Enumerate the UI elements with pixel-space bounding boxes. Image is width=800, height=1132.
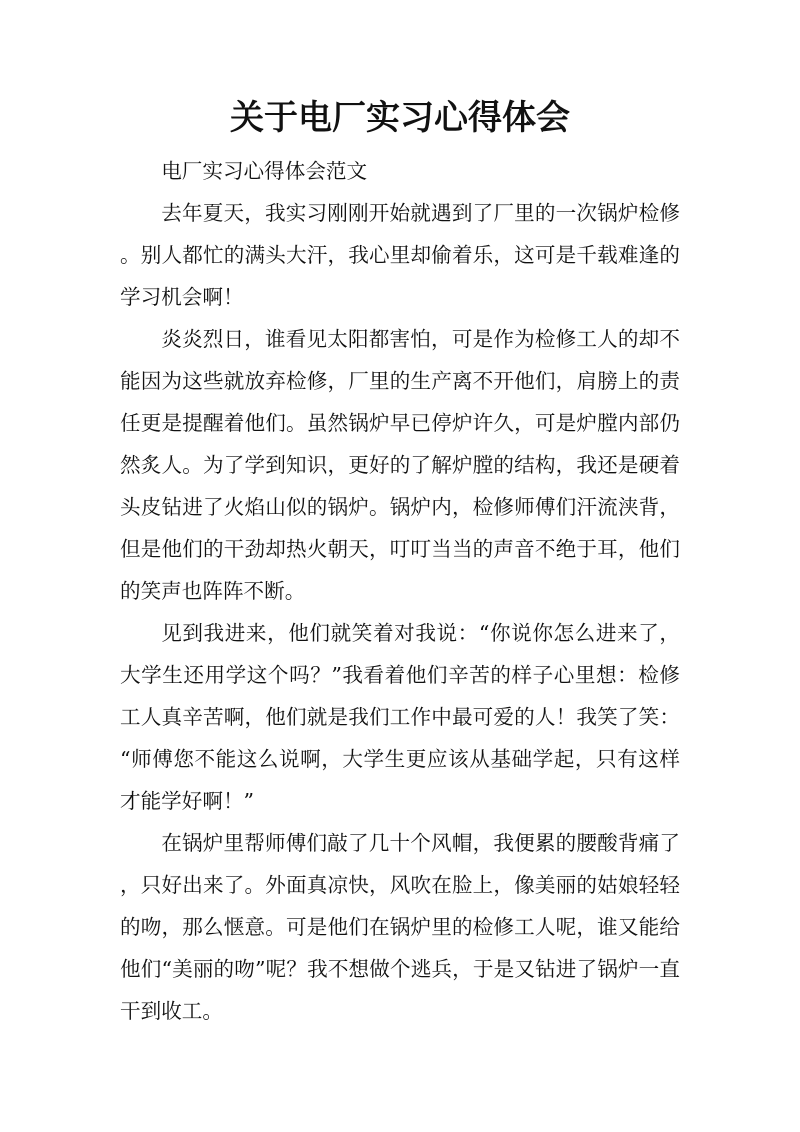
- paragraph: 在锅炉里帮师傅们敲了几十个风帽，我便累的腰酸背痛了，只好出来了。外面真凉快，风吹在脸上，像美丽的姑娘轻轻的吻，那么惬意。可是他们在锅炉里的检修工人呢，谁又能给他们“美丽的吻”呢？我不想做个逃兵，于是又钻进了锅炉一直干到收工。: [120, 831, 680, 1023]
- paragraph: 炎炎烈日，谁看见太阳都害怕，可是作为检修工人的却不能因为这些就放弃检修，厂里的生产离不开他们，肩膀上的责任更是提醒着他们。虽然锅炉早已停炉许久，可是炉膛内部仍然炙人。为了学到知识，更好的了解炉膛的结构，我还是硬着头皮钻进了火焰山似的锅炉。锅炉内，检修师傅们汗流浃背，但是他们的干劲却热火朝天，叮叮当当的声音不绝于耳，他们的笑声也阵阵不断。: [120, 327, 680, 603]
- paragraph-subtitle: 电厂实习心得体会范文: [161, 159, 368, 183]
- document-body: [120, 150, 680, 1032]
- document-title: 关于电厂实习心得体会: [230, 98, 570, 138]
- paragraph: 去年夏天，我实习刚刚开始就遇到了厂里的一次锅炉检修。别人都忙的满头大汗，我心里却偷着乐，这可是千载难逢的学习机会啊！: [120, 201, 680, 309]
- paragraph: 见到我进来，他们就笑着对我说：“你说你怎么进来了，大学生还用学这个吗？”我看着他们辛苦的样子心里想：检修工人真辛苦啊，他们就是我们工作中最可爱的人！我笑了笑：“师傅您不能这么说啊，大学生更应该从基础学起，只有这样才能学好啊！”: [120, 621, 680, 813]
